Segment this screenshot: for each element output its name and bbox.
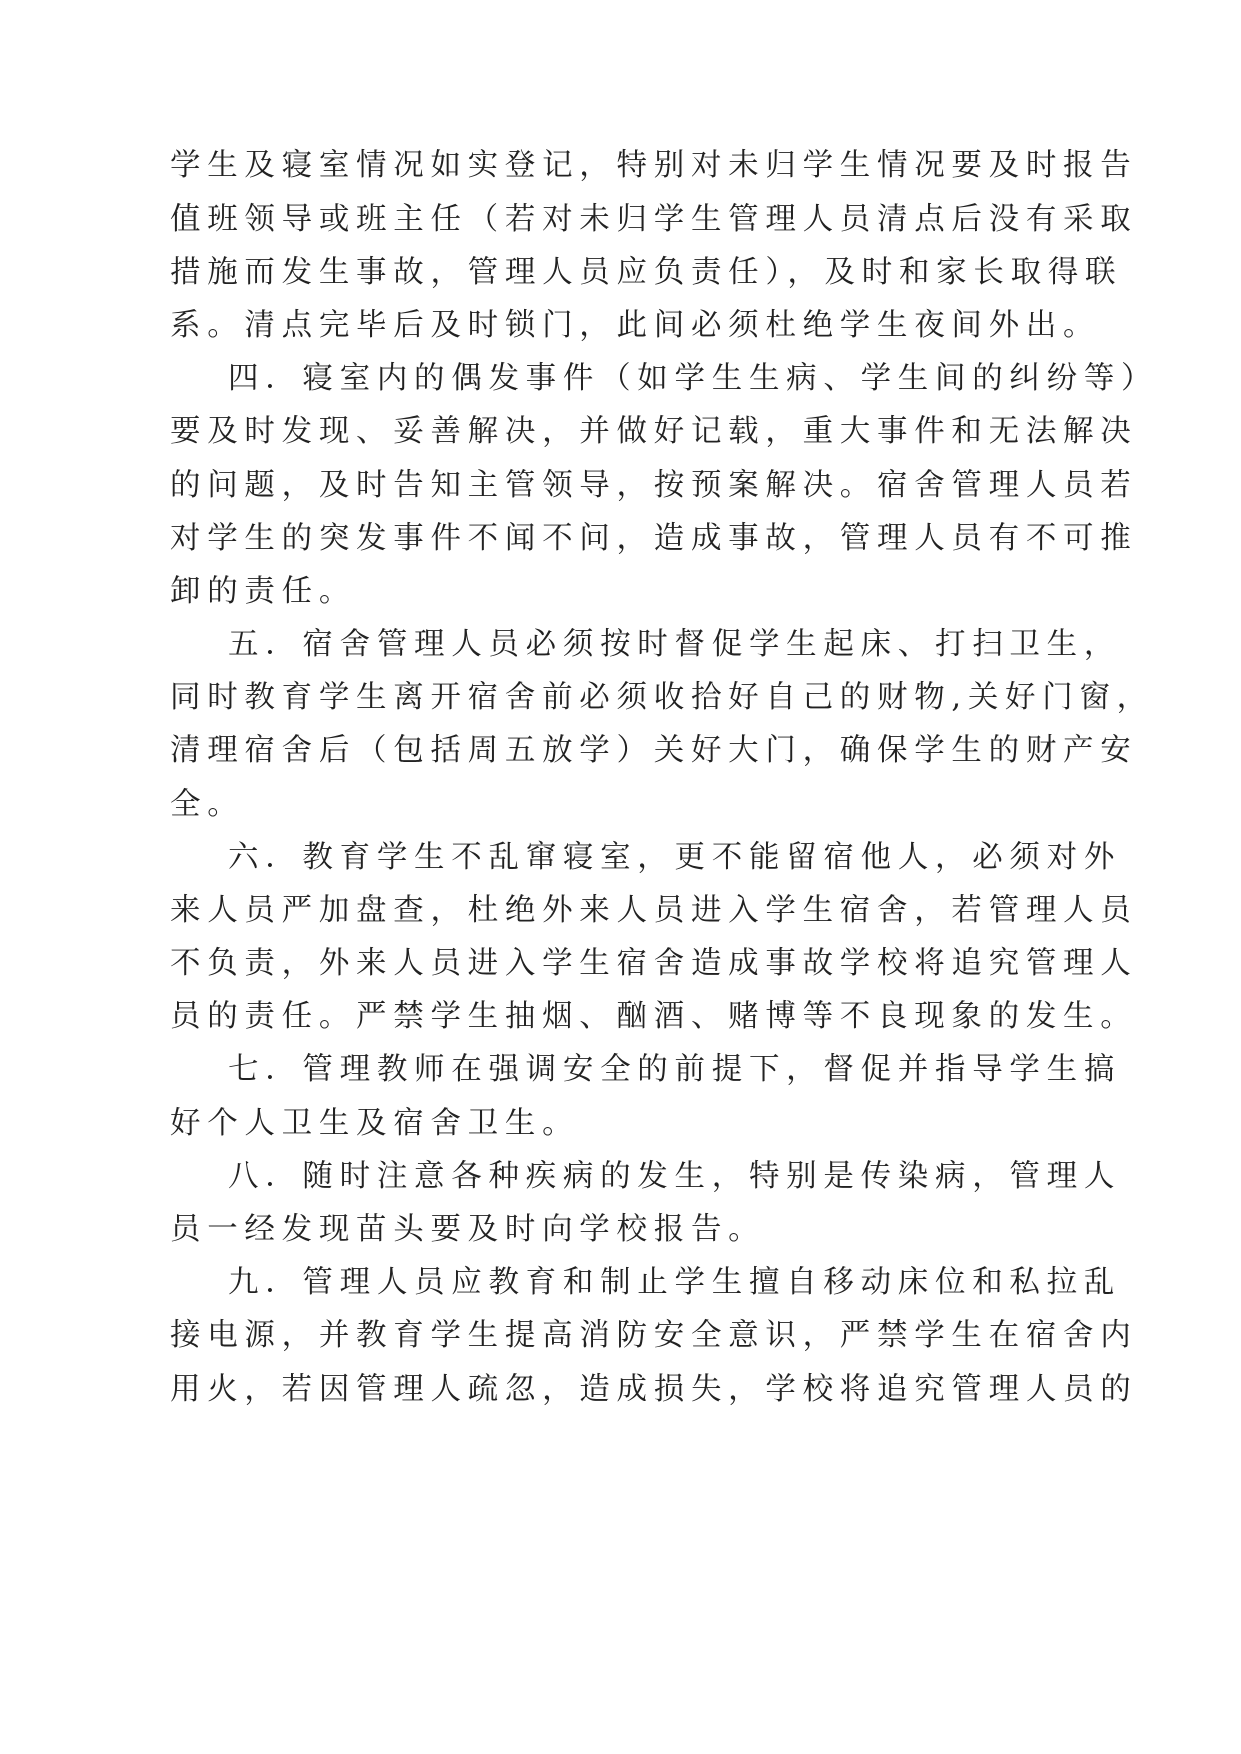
paragraph-9-line: 九．管理人员应教育和制止学生擅自移动床位和私拉乱 — [228, 1265, 1122, 1300]
text-line: 用火，若因管理人疏忽，造成损失，学校将追究管理人员的 — [170, 1372, 1138, 1407]
text-line: 学生及寝室情况如实登记，特别对未归学生情况要及时报告 — [170, 148, 1138, 183]
text-line: 值班领导或班主任（若对未归学生管理人员清点后没有采取 — [170, 202, 1138, 237]
text-line: 同时教育学生离开宿舍前必须收拾好自己的财物,关好门窗， — [170, 680, 1154, 715]
paragraph-8-line: 八．随时注意各种疾病的发生，特别是传染病，管理人 — [228, 1159, 1122, 1194]
text-line: 的问题，及时告知主管领导，按预案解决。宿舍管理人员若 — [170, 468, 1138, 503]
text-line: 员的责任。严禁学生抽烟、酗酒、赌博等不良现象的发生。 — [170, 999, 1138, 1034]
text-line: 卸的责任。 — [170, 574, 357, 609]
text-line: 系。清点完毕后及时锁门，此间必须杜绝学生夜间外出。 — [170, 308, 1101, 343]
text-line: 清理宿舍后（包括周五放学）关好大门，确保学生的财产安 — [170, 733, 1138, 768]
text-line: 不负责，外来人员进入学生宿舍造成事故学校将追究管理人 — [170, 946, 1138, 981]
text-line: 好个人卫生及宿舍卫生。 — [170, 1106, 580, 1141]
paragraph-6-line: 六．教育学生不乱窜寝室，更不能留宿他人，必须对外 — [228, 840, 1122, 875]
paragraph-7-line: 七．管理教师在强调安全的前提下，督促并指导学生搞 — [228, 1052, 1122, 1087]
paragraph-5-line: 五．宿舍管理人员必须按时督促学生起床、打扫卫生， — [228, 627, 1122, 662]
text-line: 措施而发生事故，管理人员应负责任），及时和家长取得联 — [170, 255, 1123, 290]
text-line: 员一经发现苗头要及时向学校报告。 — [170, 1212, 766, 1247]
text-line: 要及时发现、妥善解决，并做好记载，重大事件和无法解决 — [170, 414, 1138, 449]
text-line: 对学生的突发事件不闻不问，造成事故，管理人员有不可推 — [170, 521, 1138, 556]
text-line: 全。 — [170, 787, 245, 822]
paragraph-4-line: 四．寝室内的偶发事件（如学生生病、学生间的纠纷等） — [228, 361, 1159, 396]
text-line: 来人员严加盘查，杜绝外来人员进入学生宿舍，若管理人员 — [170, 893, 1138, 928]
text-line: 接电源，并教育学生提高消防安全意识，严禁学生在宿舍内 — [170, 1318, 1138, 1353]
